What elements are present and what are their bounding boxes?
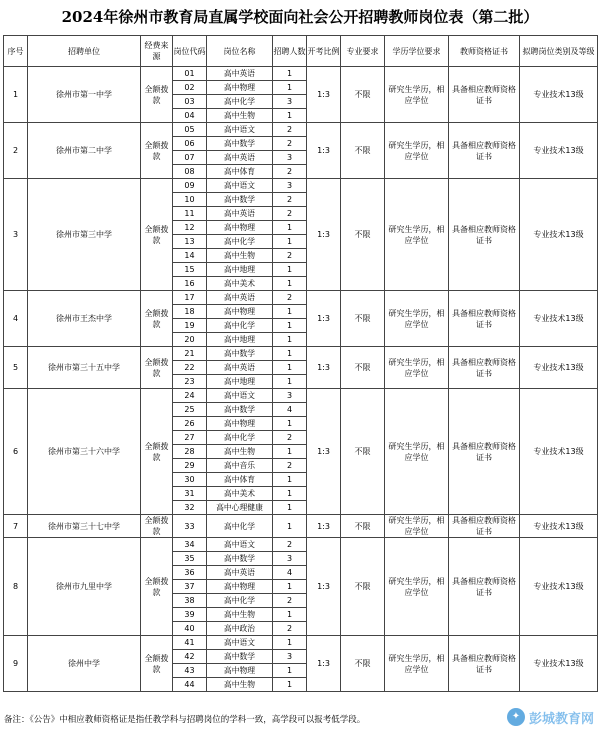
header-ratio: 开考比例 (307, 36, 341, 67)
school-ratio: 1:3 (307, 389, 341, 515)
position-name: 高中生物 (207, 678, 273, 692)
position-name: 高中语文 (207, 179, 273, 193)
school-ratio: 1:3 (307, 179, 341, 291)
position-count: 1 (273, 501, 307, 515)
school-education: 研究生学历，相应学位 (385, 347, 449, 389)
position-name: 高中地理 (207, 263, 273, 277)
school-funding: 全额拨款 (141, 636, 173, 692)
school-seq: 9 (4, 636, 28, 692)
position-code: 26 (173, 417, 207, 431)
position-count: 2 (273, 291, 307, 305)
position-count: 1 (273, 636, 307, 650)
table-row (4, 389, 598, 403)
school-grade: 专业技术13级 (520, 389, 598, 515)
school-major: 不限 (341, 636, 385, 692)
position-code: 33 (173, 515, 207, 538)
position-count: 1 (273, 487, 307, 501)
position-name: 高中数学 (207, 137, 273, 151)
position-count: 1 (273, 417, 307, 431)
edu-logo-icon: ✦ (507, 708, 525, 726)
position-name: 高中美术 (207, 487, 273, 501)
position-name: 高中化学 (207, 95, 273, 109)
school-major: 不限 (341, 67, 385, 123)
position-name: 高中生物 (207, 608, 273, 622)
position-code: 17 (173, 291, 207, 305)
school-seq: 1 (4, 67, 28, 123)
position-code: 32 (173, 501, 207, 515)
position-count: 1 (273, 515, 307, 538)
position-count: 1 (273, 305, 307, 319)
position-code: 38 (173, 594, 207, 608)
position-code: 20 (173, 333, 207, 347)
position-code: 10 (173, 193, 207, 207)
position-code: 35 (173, 552, 207, 566)
position-name: 高中英语 (207, 291, 273, 305)
school-education: 研究生学历，相应学位 (385, 389, 449, 515)
page-title: 2024年徐州市教育局直属学校面向社会公开招聘教师岗位表（第二批） (61, 8, 539, 26)
position-count: 3 (273, 95, 307, 109)
position-count: 1 (273, 608, 307, 622)
position-count: 1 (273, 473, 307, 487)
position-name: 高中语文 (207, 538, 273, 552)
school-seq: 4 (4, 291, 28, 347)
table-row (4, 515, 598, 538)
position-count: 4 (273, 403, 307, 417)
position-count: 1 (273, 109, 307, 123)
position-code: 19 (173, 319, 207, 333)
school-grade: 专业技术13级 (520, 179, 598, 291)
school-grade: 专业技术13级 (520, 636, 598, 692)
position-name: 高中数学 (207, 403, 273, 417)
position-code: 39 (173, 608, 207, 622)
position-code: 06 (173, 137, 207, 151)
position-code: 09 (173, 179, 207, 193)
header-education: 学历学位要求 (385, 36, 449, 67)
position-code: 22 (173, 361, 207, 375)
position-name: 高中体育 (207, 473, 273, 487)
school-certificate: 具备相应教师资格证书 (449, 389, 520, 515)
position-code: 12 (173, 221, 207, 235)
school-major: 不限 (341, 538, 385, 636)
position-code: 01 (173, 67, 207, 81)
position-count: 1 (273, 263, 307, 277)
school-funding: 全额拨款 (141, 67, 173, 123)
school-ratio: 1:3 (307, 347, 341, 389)
position-code: 27 (173, 431, 207, 445)
position-name: 高中地理 (207, 375, 273, 389)
position-name: 高中英语 (207, 67, 273, 81)
position-count: 1 (273, 277, 307, 291)
position-name: 高中物理 (207, 580, 273, 594)
school-certificate: 具备相应教师资格证书 (449, 347, 520, 389)
school-major: 不限 (341, 291, 385, 347)
position-count: 1 (273, 319, 307, 333)
table-row (4, 347, 598, 361)
position-count: 1 (273, 678, 307, 692)
school-ratio: 1:3 (307, 538, 341, 636)
school-grade: 专业技术13级 (520, 538, 598, 636)
position-count: 1 (273, 221, 307, 235)
position-count: 3 (273, 552, 307, 566)
school-unit: 徐州市第一中学 (28, 67, 141, 123)
position-count: 1 (273, 235, 307, 249)
position-code: 34 (173, 538, 207, 552)
position-code: 43 (173, 664, 207, 678)
header-unit: 招聘单位 (28, 36, 141, 67)
school-seq: 8 (4, 538, 28, 636)
recruitment-table (3, 35, 598, 692)
school-major: 不限 (341, 179, 385, 291)
school-unit: 徐州市第三十七中学 (28, 515, 141, 538)
position-code: 42 (173, 650, 207, 664)
position-code: 23 (173, 375, 207, 389)
school-education: 研究生学历，相应学位 (385, 636, 449, 692)
position-code: 37 (173, 580, 207, 594)
table-row (4, 636, 598, 650)
position-count: 4 (273, 566, 307, 580)
position-count: 2 (273, 207, 307, 221)
position-count: 2 (273, 538, 307, 552)
position-name: 高中地理 (207, 333, 273, 347)
position-code: 24 (173, 389, 207, 403)
position-code: 30 (173, 473, 207, 487)
school-grade: 专业技术13级 (520, 291, 598, 347)
position-name: 高中数学 (207, 193, 273, 207)
position-count: 1 (273, 333, 307, 347)
position-code: 16 (173, 277, 207, 291)
position-name: 高中物理 (207, 81, 273, 95)
school-funding: 全额拨款 (141, 538, 173, 636)
school-funding: 全额拨款 (141, 389, 173, 515)
position-name: 高中英语 (207, 207, 273, 221)
header-seq: 序号 (4, 36, 28, 67)
position-code: 04 (173, 109, 207, 123)
position-name: 高中化学 (207, 515, 273, 538)
header-funding: 经费来源 (141, 36, 173, 67)
school-funding: 全额拨款 (141, 515, 173, 538)
position-name: 高中政治 (207, 622, 273, 636)
table-row (4, 67, 598, 81)
school-education: 研究生学历，相应学位 (385, 179, 449, 291)
position-name: 高中化学 (207, 431, 273, 445)
position-count: 1 (273, 375, 307, 389)
position-name: 高中英语 (207, 566, 273, 580)
position-code: 03 (173, 95, 207, 109)
position-name: 高中语文 (207, 389, 273, 403)
table-row (4, 123, 598, 137)
school-certificate: 具备相应教师资格证书 (449, 538, 520, 636)
position-code: 14 (173, 249, 207, 263)
position-name: 高中物理 (207, 221, 273, 235)
position-count: 2 (273, 622, 307, 636)
school-unit: 徐州市第二中学 (28, 123, 141, 179)
school-education: 研究生学历，相应学位 (385, 515, 449, 538)
school-certificate: 具备相应教师资格证书 (449, 67, 520, 123)
header-certificate: 教师资格证书 (449, 36, 520, 67)
position-code: 11 (173, 207, 207, 221)
school-funding: 全额拨款 (141, 291, 173, 347)
table-row (4, 179, 598, 193)
school-education: 研究生学历，相应学位 (385, 291, 449, 347)
school-ratio: 1:3 (307, 636, 341, 692)
position-count: 3 (273, 179, 307, 193)
watermark (507, 706, 594, 728)
position-name: 高中体育 (207, 165, 273, 179)
school-education: 研究生学历，相应学位 (385, 123, 449, 179)
position-name: 高中生物 (207, 109, 273, 123)
school-seq: 2 (4, 123, 28, 179)
position-name: 高中数学 (207, 552, 273, 566)
school-certificate: 具备相应教师资格证书 (449, 291, 520, 347)
position-name: 高中物理 (207, 417, 273, 431)
school-unit: 徐州市九里中学 (28, 538, 141, 636)
position-code: 36 (173, 566, 207, 580)
position-code: 25 (173, 403, 207, 417)
school-unit: 徐州市第三十六中学 (28, 389, 141, 515)
position-count: 1 (273, 361, 307, 375)
position-name: 高中数学 (207, 347, 273, 361)
footnote: 备注：《公告》中相应教师资格证是指任教学科与招聘岗位的学科一致，高学段可以报考低学段。 (4, 715, 366, 725)
school-ratio: 1:3 (307, 515, 341, 538)
header-grade: 拟聘岗位类别及等级 (520, 36, 598, 67)
recruitment-table-container (3, 35, 597, 707)
school-major: 不限 (341, 347, 385, 389)
school-funding: 全额拨款 (141, 123, 173, 179)
position-name: 高中生物 (207, 249, 273, 263)
position-code: 41 (173, 636, 207, 650)
position-count: 2 (273, 594, 307, 608)
position-count: 2 (273, 459, 307, 473)
school-grade: 专业技术13级 (520, 67, 598, 123)
school-unit: 徐州市第三中学 (28, 179, 141, 291)
watermark-text: 彭城教育网 (528, 711, 594, 727)
position-count: 1 (273, 67, 307, 81)
school-seq: 7 (4, 515, 28, 538)
position-name: 高中物理 (207, 305, 273, 319)
position-code: 13 (173, 235, 207, 249)
table-header-row (4, 36, 598, 67)
position-name: 高中物理 (207, 664, 273, 678)
table-row (4, 538, 598, 552)
school-seq: 6 (4, 389, 28, 515)
school-major: 不限 (341, 389, 385, 515)
position-code: 29 (173, 459, 207, 473)
school-grade: 专业技术13级 (520, 515, 598, 538)
position-count: 1 (273, 81, 307, 95)
position-name: 高中英语 (207, 361, 273, 375)
position-count: 1 (273, 664, 307, 678)
position-count: 2 (273, 123, 307, 137)
school-seq: 5 (4, 347, 28, 389)
position-code: 15 (173, 263, 207, 277)
position-code: 40 (173, 622, 207, 636)
position-code: 28 (173, 445, 207, 459)
position-code: 08 (173, 165, 207, 179)
school-certificate: 具备相应教师资格证书 (449, 636, 520, 692)
position-count: 3 (273, 389, 307, 403)
header-major: 专业要求 (341, 36, 385, 67)
position-name: 高中英语 (207, 151, 273, 165)
position-name: 高中化学 (207, 319, 273, 333)
position-code: 44 (173, 678, 207, 692)
position-name: 高中生物 (207, 445, 273, 459)
school-certificate: 具备相应教师资格证书 (449, 123, 520, 179)
position-count: 3 (273, 650, 307, 664)
school-unit: 徐州中学 (28, 636, 141, 692)
position-name: 高中语文 (207, 123, 273, 137)
school-major: 不限 (341, 123, 385, 179)
position-code: 31 (173, 487, 207, 501)
position-name: 高中语文 (207, 636, 273, 650)
position-name: 高中数学 (207, 650, 273, 664)
school-major: 不限 (341, 515, 385, 538)
header-count: 招聘人数 (273, 36, 307, 67)
school-ratio: 1:3 (307, 67, 341, 123)
position-code: 05 (173, 123, 207, 137)
school-certificate: 具备相应教师资格证书 (449, 515, 520, 538)
school-grade: 专业技术13级 (520, 347, 598, 389)
table-row (4, 291, 598, 305)
position-name: 高中化学 (207, 594, 273, 608)
position-name: 高中音乐 (207, 459, 273, 473)
position-count: 2 (273, 193, 307, 207)
position-name: 高中美术 (207, 277, 273, 291)
position-name: 高中心理健康 (207, 501, 273, 515)
school-unit: 徐州市第三十五中学 (28, 347, 141, 389)
position-count: 2 (273, 431, 307, 445)
position-code: 21 (173, 347, 207, 361)
school-funding: 全额拨款 (141, 347, 173, 389)
school-ratio: 1:3 (307, 123, 341, 179)
position-count: 3 (273, 151, 307, 165)
position-count: 2 (273, 165, 307, 179)
school-ratio: 1:3 (307, 291, 341, 347)
school-education: 研究生学历，相应学位 (385, 538, 449, 636)
school-grade: 专业技术13级 (520, 123, 598, 179)
header-position: 岗位名称 (207, 36, 273, 67)
school-certificate: 具备相应教师资格证书 (449, 179, 520, 291)
position-count: 2 (273, 137, 307, 151)
school-seq: 3 (4, 179, 28, 291)
position-count: 2 (273, 249, 307, 263)
header-code: 岗位代码 (173, 36, 207, 67)
school-funding: 全额拨款 (141, 179, 173, 291)
position-name: 高中化学 (207, 235, 273, 249)
position-count: 1 (273, 347, 307, 361)
position-code: 02 (173, 81, 207, 95)
position-code: 18 (173, 305, 207, 319)
position-code: 07 (173, 151, 207, 165)
position-count: 1 (273, 580, 307, 594)
school-education: 研究生学历，相应学位 (385, 67, 449, 123)
position-count: 1 (273, 445, 307, 459)
school-unit: 徐州市王杰中学 (28, 291, 141, 347)
